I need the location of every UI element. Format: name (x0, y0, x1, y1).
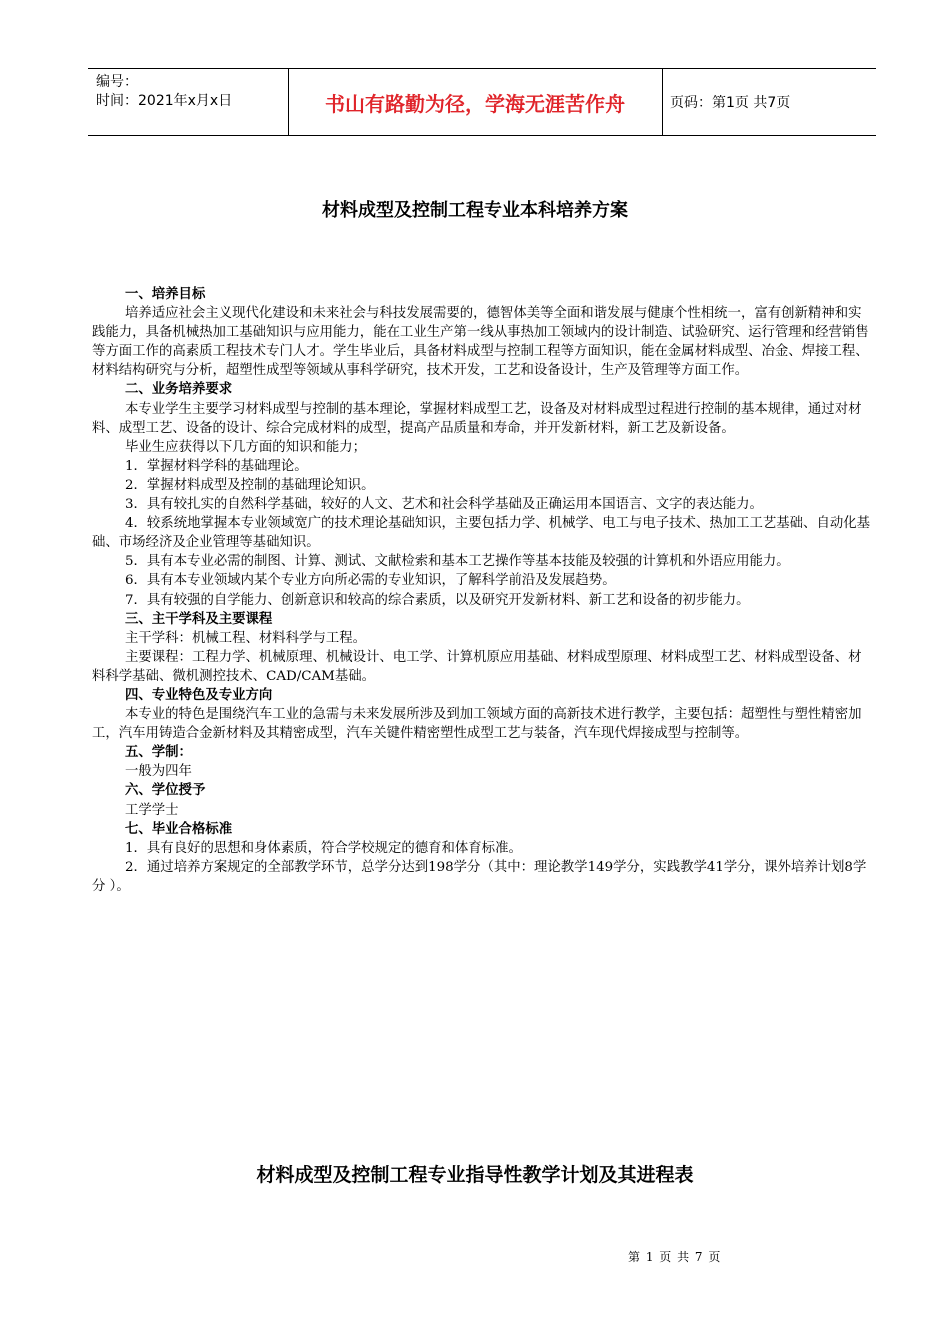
time-line: 时间：2021年x月x日 (96, 93, 233, 109)
section-heading: 三、主干学科及主要课程 (125, 611, 273, 627)
section-paragraph: 1．具有良好的思想和身体素质，符合学校规定的德育和体育标准。 (125, 840, 522, 856)
section-paragraph: 本专业学生主要学习材料成型与控制的基本理论，掌握材料成型工艺，设备及对材料成型过程进行控制的基本规律，通过对材料、成型工艺、设备的设计、综合完成材料的成型，提高产品质量和寿命，并开发新材料，新工艺及新设备。 (92, 401, 862, 436)
section-paragraph: 3．具有较扎实的自然科学基础，较好的人文、艺术和社会科学基础及正确运用本国语言、文字的表达能力。 (125, 497, 763, 513)
page-footer: 第 1 页 共 7 页 (628, 1250, 722, 1264)
header-page-info: 页码：第1页 共7页 (670, 95, 791, 111)
header-slogan: 书山有路勤为径，学海无涯苦作舟 (325, 91, 625, 116)
section-heading: 四、专业特色及专业方向 (125, 687, 273, 703)
code-label: 编号： (96, 74, 138, 90)
section-paragraph: 培养适应社会主义现代化建设和未来社会与科技发展需要的，德智体美等全面和谐发展与健康个性相统一，富有创新精神和实践能力，具备机械热加工基础知识与应用能力，能在工业生产第一线从事热加工领域内的设计制造、试验研究、运行管理和经营销售等方面工作的高素质工程技术专门人才。学生毕业后，具备材料成型与控制工程等方面知识，能在金属材料成型、冶金、焊接工程、材料结构研究与分析，超塑性成型等领域从事科学研究，技术开发，工艺和设备设计，生产及管理等方面工作。 (92, 306, 869, 379)
header-divider (662, 69, 663, 135)
section-paragraph: 5．具有本专业必需的制图、计算、测试、文献检索和基本工艺操作等基本技能及较强的计算机和外语应用能力。 (125, 554, 790, 570)
section-paragraph: 2．掌握材料成型及控制的基础理论知识。 (125, 477, 375, 493)
section-paragraph: 2．通过培养方案规定的全部教学环节，总学分达到198学分（其中：理论教学149学分，实践教学41学分，课外培养计划8学分 ）。 (92, 859, 867, 894)
section-heading: 六、学位授予 (125, 783, 206, 799)
section-paragraph: 4．较系统地掌握本专业领域宽广的技术理论基础知识，主要包括力学、机械学、电工与电子技术、热加工工艺基础、自动化基础、市场经济及企业管理等基础知识。 (92, 516, 870, 551)
document-title: 材料成型及控制工程专业本科培养方案 (322, 200, 628, 221)
section-heading: 二、业务培养要求 (125, 382, 233, 398)
section-paragraph: 1．掌握材料学科的基础理论。 (125, 458, 308, 474)
section-paragraph: 一般为四年 (125, 764, 192, 780)
second-title: 材料成型及控制工程专业指导性教学计划及其进程表 (256, 1164, 694, 1186)
document-body (92, 285, 874, 896)
section-paragraph: 主要课程：工程力学、机械原理、机械设计、电工学、计算机原应用基础、材料成型原理、材料成型工艺、材料成型设备、材料科学基础、微机测控技术、CAD/CAM基础。 (92, 649, 862, 684)
section-heading: 五、学制： (125, 745, 192, 761)
section-paragraph: 本专业的特色是围绕汽车工业的急需与未来发展所涉及到加工领域方面的高新技术进行教学，主要包括：超塑性与塑性精密加工，汽车用铸造合金新材料及其精密成型，汽车关键件精密塑性成型工艺与装备，汽车现代焊接成型与控制等。 (92, 707, 862, 742)
section-paragraph: 7．具有较强的自学能力、创新意识和较高的综合素质，以及研究开发新材料、新工艺和设备的初步能力。 (125, 592, 750, 608)
header-meta (96, 73, 232, 111)
section-heading: 七、毕业合格标准 (125, 821, 233, 837)
section-paragraph: 工学学士 (125, 802, 179, 818)
page-header (88, 68, 876, 136)
section-paragraph: 6．具有本专业领域内某个专业方向所必需的专业知识，了解科学前沿及发展趋势。 (125, 573, 616, 589)
section-paragraph: 毕业生应获得以下几方面的知识和能力； (125, 439, 367, 455)
section-paragraph: 主干学科：机械工程、材料科学与工程。 (125, 630, 367, 646)
section-heading: 一、培养目标 (125, 287, 206, 302)
